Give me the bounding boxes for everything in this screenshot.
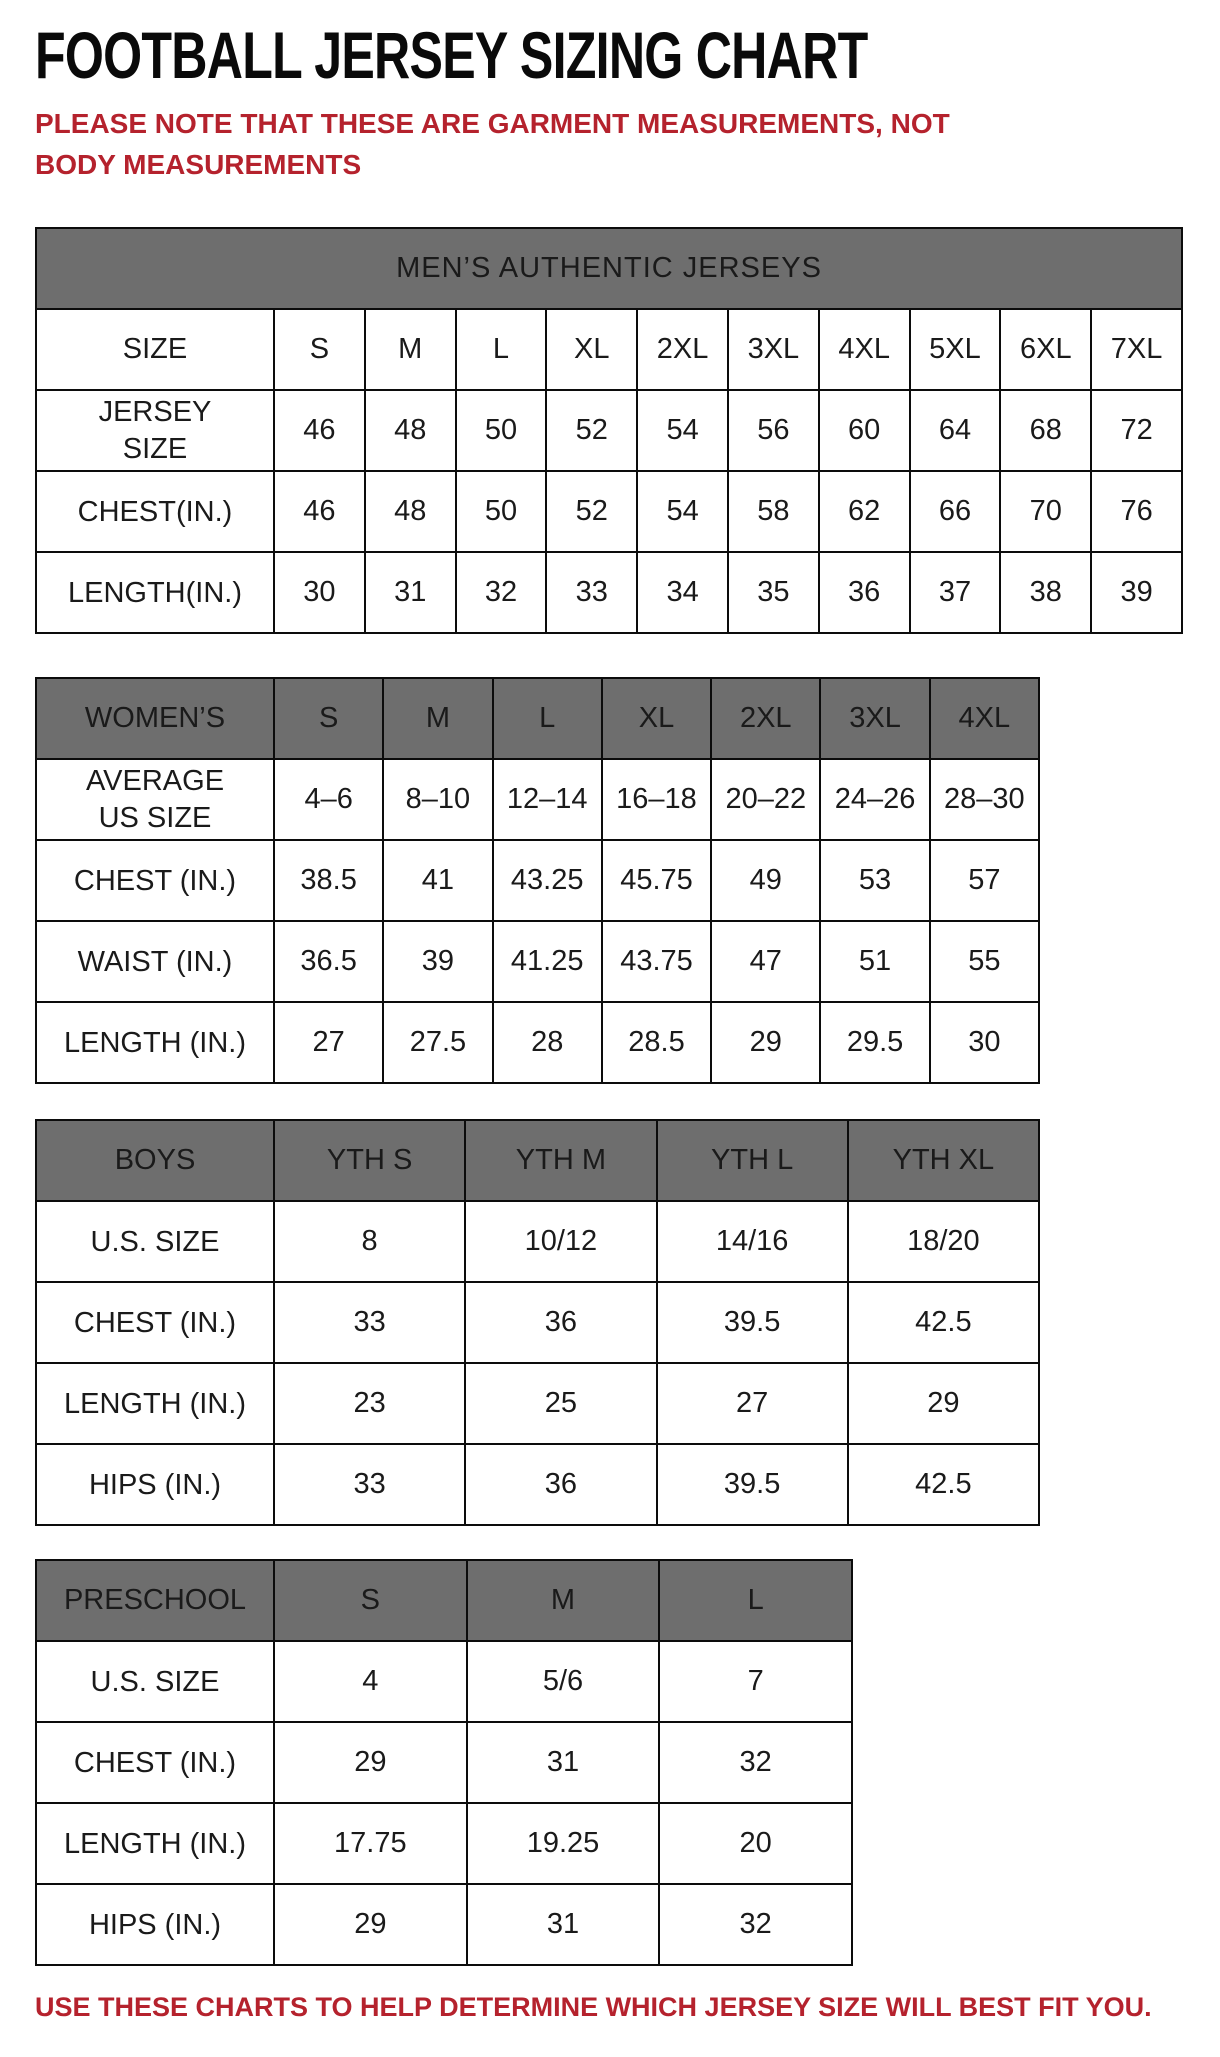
mens-data-cell: 36 — [819, 552, 910, 633]
boys-data-cell: 25 — [465, 1363, 656, 1444]
boys-data-cell: 8 — [274, 1201, 465, 1282]
womens-jerseys-table — [35, 677, 1040, 1084]
preschool-data-cell: 29 — [274, 1884, 467, 1965]
boys-data-cell: 18/20 — [848, 1201, 1039, 1282]
mens-data-cell: 54 — [637, 471, 728, 552]
page-title-text: FOOTBALL JERSEY SIZING CHART — [35, 18, 868, 92]
preschool-header-row — [36, 1560, 852, 1641]
mens-data-cell: 60 — [819, 390, 910, 471]
mens-row-label: CHEST(IN.) — [36, 471, 274, 552]
womens-header-cell: L — [493, 678, 602, 759]
boys-header-cell: BOYS — [36, 1120, 274, 1201]
womens-data-cell: 45.75 — [602, 840, 711, 921]
womens-header-cell: 4XL — [930, 678, 1039, 759]
womens-data-cell: 28–30 — [930, 759, 1039, 840]
mens-data-cell: 52 — [546, 471, 637, 552]
womens-data-cell: 57 — [930, 840, 1039, 921]
womens-data-cell: 8–10 — [383, 759, 492, 840]
womens-header-cell: M — [383, 678, 492, 759]
boys-header-cell: YTH L — [657, 1120, 848, 1201]
preschool-data-row — [36, 1722, 852, 1803]
boys-header-row — [36, 1120, 1039, 1201]
boys-data-cell: 42.5 — [848, 1444, 1039, 1525]
boys-row-label: LENGTH (IN.) — [36, 1363, 274, 1444]
mens-data-cell: 31 — [365, 552, 456, 633]
mens-data-row — [36, 471, 1182, 552]
mens-data-cell: 46 — [274, 471, 365, 552]
boys-data-cell: 23 — [274, 1363, 465, 1444]
boys-data-row — [36, 1201, 1039, 1282]
boys-data-row — [36, 1282, 1039, 1363]
preschool-data-cell: 7 — [659, 1641, 852, 1722]
mens-data-cell: 68 — [1000, 390, 1091, 471]
preschool-data-cell: 31 — [467, 1722, 660, 1803]
preschool-data-cell: 29 — [274, 1722, 467, 1803]
boys-data-cell: 27 — [657, 1363, 848, 1444]
boys-data-row — [36, 1363, 1039, 1444]
womens-data-cell: 41.25 — [493, 921, 602, 1002]
mens-data-cell: 66 — [910, 471, 1001, 552]
mens-data-cell: 62 — [819, 471, 910, 552]
womens-row-label: LENGTH (IN.) — [36, 1002, 274, 1083]
boys-data-cell: 39.5 — [657, 1282, 848, 1363]
preschool-data-cell: 5/6 — [467, 1641, 660, 1722]
boys-header-cell: YTH M — [465, 1120, 656, 1201]
womens-data-row — [36, 1002, 1039, 1083]
mens-data-cell: 34 — [637, 552, 728, 633]
mens-banner: MEN’S AUTHENTIC JERSEYS — [36, 228, 1182, 309]
mens-header-cell: 7XL — [1091, 309, 1182, 390]
preschool-jerseys-table — [35, 1559, 853, 1966]
boys-header-cell: YTH XL — [848, 1120, 1039, 1201]
mens-row-label: JERSEY SIZE — [36, 390, 274, 471]
preschool-data-cell: 32 — [659, 1884, 852, 1965]
mens-data-cell: 50 — [456, 471, 547, 552]
mens-data-cell: 39 — [1091, 552, 1182, 633]
page-title — [35, 18, 1220, 92]
womens-data-cell: 28 — [493, 1002, 602, 1083]
womens-header-cell: WOMEN’S — [36, 678, 274, 759]
mens-data-row — [36, 390, 1182, 471]
womens-data-cell: 29.5 — [820, 1002, 929, 1083]
womens-data-cell: 29 — [711, 1002, 820, 1083]
womens-data-cell: 41 — [383, 840, 492, 921]
womens-header-cell: 3XL — [820, 678, 929, 759]
womens-data-cell: 4–6 — [274, 759, 383, 840]
womens-data-row — [36, 840, 1039, 921]
womens-row-label: WAIST (IN.) — [36, 921, 274, 1002]
womens-header-cell: XL — [602, 678, 711, 759]
mens-data-cell: 33 — [546, 552, 637, 633]
boys-data-row — [36, 1444, 1039, 1525]
preschool-data-cell: 20 — [659, 1803, 852, 1884]
boys-data-cell: 33 — [274, 1282, 465, 1363]
womens-row-label: CHEST (IN.) — [36, 840, 274, 921]
footer-note: USE THESE CHARTS TO HELP DETERMINE WHICH JERSEY SIZE WILL BEST FIT YOU. — [35, 1992, 1152, 2023]
preschool-data-cell: 31 — [467, 1884, 660, 1965]
mens-data-cell: 32 — [456, 552, 547, 633]
womens-data-cell: 28.5 — [602, 1002, 711, 1083]
mens-header-cell: M — [365, 309, 456, 390]
boys-data-cell: 36 — [465, 1444, 656, 1525]
mens-data-cell: 76 — [1091, 471, 1182, 552]
mens-header-cell: 3XL — [728, 309, 819, 390]
preschool-header-cell: PRESCHOOL — [36, 1560, 274, 1641]
preschool-row-label: U.S. SIZE — [36, 1641, 274, 1722]
womens-data-cell: 43.25 — [493, 840, 602, 921]
mens-data-cell: 56 — [728, 390, 819, 471]
boys-data-cell: 36 — [465, 1282, 656, 1363]
boys-row-label: CHEST (IN.) — [36, 1282, 274, 1363]
womens-header-cell: S — [274, 678, 383, 759]
mens-data-cell: 64 — [910, 390, 1001, 471]
mens-row-label: LENGTH(IN.) — [36, 552, 274, 633]
womens-row-label: AVERAGE US SIZE — [36, 759, 274, 840]
mens-data-cell: 46 — [274, 390, 365, 471]
mens-header-cell: 2XL — [637, 309, 728, 390]
womens-data-cell: 27.5 — [383, 1002, 492, 1083]
mens-data-cell: 54 — [637, 390, 728, 471]
preschool-data-cell: 32 — [659, 1722, 852, 1803]
womens-data-cell: 51 — [820, 921, 929, 1002]
boys-jerseys-table — [35, 1119, 1040, 1526]
womens-data-cell: 30 — [930, 1002, 1039, 1083]
mens-authentic-jerseys-table — [35, 227, 1183, 634]
boys-row-label: HIPS (IN.) — [36, 1444, 274, 1525]
preschool-data-row — [36, 1803, 852, 1884]
mens-header-cell: 6XL — [1000, 309, 1091, 390]
womens-data-cell: 16–18 — [602, 759, 711, 840]
boys-header-cell: YTH S — [274, 1120, 465, 1201]
mens-data-cell: 72 — [1091, 390, 1182, 471]
mens-header-cell: L — [456, 309, 547, 390]
boys-data-cell: 14/16 — [657, 1201, 848, 1282]
mens-data-cell: 35 — [728, 552, 819, 633]
womens-data-row — [36, 759, 1039, 840]
womens-header-row — [36, 678, 1039, 759]
preschool-data-cell: 4 — [274, 1641, 467, 1722]
preschool-row-label: LENGTH (IN.) — [36, 1803, 274, 1884]
preschool-row-label: HIPS (IN.) — [36, 1884, 274, 1965]
mens-data-cell: 30 — [274, 552, 365, 633]
preschool-header-cell: L — [659, 1560, 852, 1641]
boys-data-cell: 39.5 — [657, 1444, 848, 1525]
mens-data-cell: 38 — [1000, 552, 1091, 633]
boys-row-label: U.S. SIZE — [36, 1201, 274, 1282]
mens-header-cell: 5XL — [910, 309, 1001, 390]
preschool-header-cell: M — [467, 1560, 660, 1641]
preschool-data-cell: 19.25 — [467, 1803, 660, 1884]
mens-banner-row — [36, 228, 1182, 309]
womens-data-cell: 20–22 — [711, 759, 820, 840]
womens-data-cell: 53 — [820, 840, 929, 921]
preschool-row-label: CHEST (IN.) — [36, 1722, 274, 1803]
mens-data-cell: 50 — [456, 390, 547, 471]
womens-data-cell: 36.5 — [274, 921, 383, 1002]
womens-data-cell: 47 — [711, 921, 820, 1002]
preschool-data-cell: 17.75 — [274, 1803, 467, 1884]
mens-header-cell: S — [274, 309, 365, 390]
womens-data-cell: 24–26 — [820, 759, 929, 840]
mens-data-row — [36, 552, 1182, 633]
mens-data-cell: 37 — [910, 552, 1001, 633]
womens-data-cell: 55 — [930, 921, 1039, 1002]
womens-data-cell: 43.75 — [602, 921, 711, 1002]
womens-data-cell: 27 — [274, 1002, 383, 1083]
preschool-data-row — [36, 1641, 852, 1722]
mens-data-cell: 70 — [1000, 471, 1091, 552]
mens-header-cell: SIZE — [36, 309, 274, 390]
boys-data-cell: 29 — [848, 1363, 1039, 1444]
mens-header-cell: XL — [546, 309, 637, 390]
mens-data-cell: 48 — [365, 471, 456, 552]
boys-data-cell: 33 — [274, 1444, 465, 1525]
mens-data-cell: 52 — [546, 390, 637, 471]
mens-header-cell: 4XL — [819, 309, 910, 390]
mens-data-cell: 48 — [365, 390, 456, 471]
boys-data-cell: 42.5 — [848, 1282, 1039, 1363]
womens-data-cell: 49 — [711, 840, 820, 921]
preschool-data-row — [36, 1884, 852, 1965]
garment-measurement-note: PLEASE NOTE THAT THESE ARE GARMENT MEASUREMENTS, NOT BODY MEASUREMENTS — [35, 108, 950, 180]
womens-data-cell: 39 — [383, 921, 492, 1002]
womens-data-cell: 38.5 — [274, 840, 383, 921]
womens-header-cell: 2XL — [711, 678, 820, 759]
mens-header-row — [36, 309, 1182, 390]
womens-data-cell: 12–14 — [493, 759, 602, 840]
boys-data-cell: 10/12 — [465, 1201, 656, 1282]
mens-data-cell: 58 — [728, 471, 819, 552]
preschool-header-cell: S — [274, 1560, 467, 1641]
womens-data-row — [36, 921, 1039, 1002]
